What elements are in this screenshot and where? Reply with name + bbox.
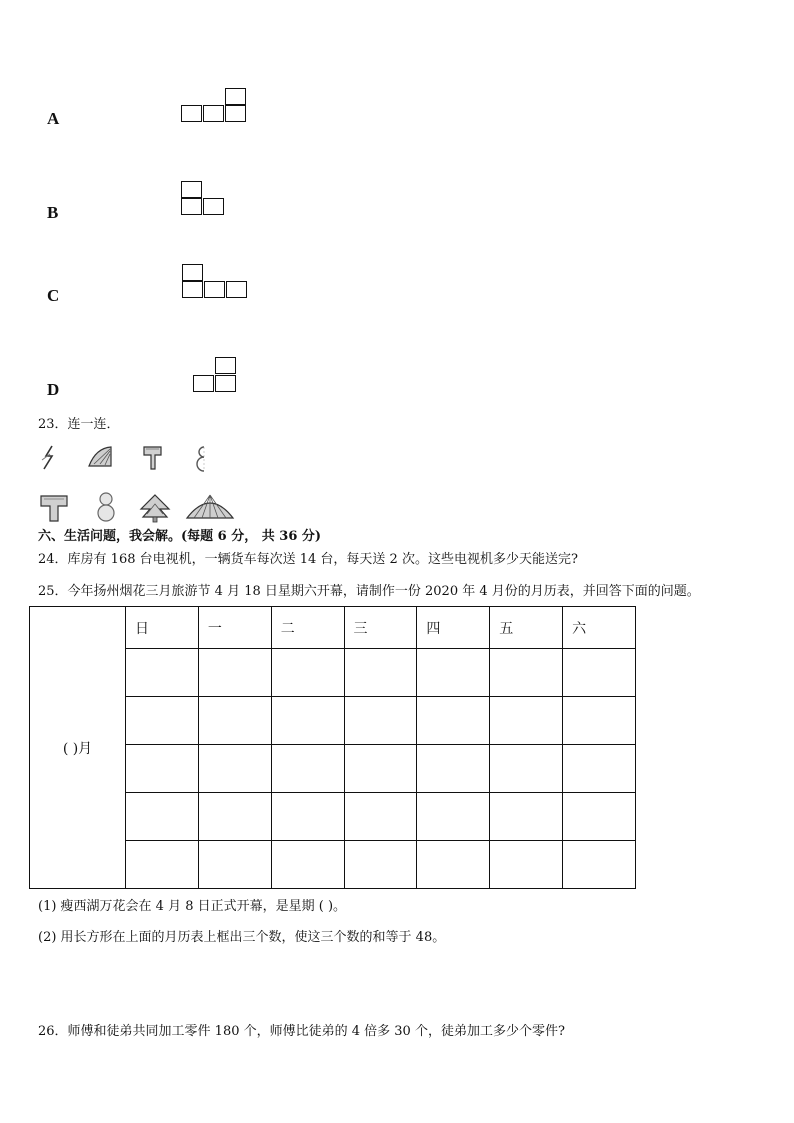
weekday-header: 六 bbox=[563, 607, 636, 649]
half-mushroom-picture bbox=[141, 444, 165, 472]
calendar-cell[interactable] bbox=[417, 841, 490, 889]
calendar-cell[interactable] bbox=[271, 697, 344, 745]
calendar-cell[interactable] bbox=[271, 745, 344, 793]
section-six-title: 六、生活问题，我会解。(每题 6 分， 共 36 分) bbox=[38, 529, 322, 544]
calendar-cell[interactable] bbox=[344, 649, 417, 697]
whole-snowman-picture bbox=[94, 490, 118, 524]
calendar-cell[interactable] bbox=[344, 697, 417, 745]
weekday-header: 三 bbox=[344, 607, 417, 649]
option-b-label: B bbox=[47, 203, 59, 222]
calendar-cell[interactable] bbox=[126, 841, 199, 889]
calendar-cell[interactable] bbox=[198, 649, 271, 697]
calendar-cell[interactable] bbox=[344, 793, 417, 841]
calendar-cell[interactable] bbox=[198, 697, 271, 745]
weekday-header: 四 bbox=[417, 607, 490, 649]
q24-text: 24．库房有 168 台电视机，一辆货车每次送 14 台，每天送 2 次。这些电视机多少天能送完? bbox=[38, 552, 578, 567]
calendar-cell[interactable] bbox=[344, 841, 417, 889]
calendar-cell[interactable] bbox=[490, 649, 563, 697]
calendar-cell[interactable] bbox=[563, 793, 636, 841]
calendar-cell[interactable] bbox=[490, 697, 563, 745]
calendar-cell[interactable] bbox=[126, 697, 199, 745]
calendar-cell[interactable] bbox=[490, 841, 563, 889]
half-umbrella-picture bbox=[86, 444, 114, 470]
calendar-cell[interactable] bbox=[417, 793, 490, 841]
calendar-cell[interactable] bbox=[271, 793, 344, 841]
calendar-cell[interactable] bbox=[198, 745, 271, 793]
q23-title: 23．连一连． bbox=[38, 417, 120, 432]
q25-text: 25．今年扬州烟花三月旅游节 4 月 18 日星期六开幕，请制作一份 2020 年 4 月份的月历表，并回答下面的问题。 bbox=[38, 584, 700, 599]
q25-sub-question-1: (1) 瘦西湖万花会在 4 月 8 日正式开幕，是星期 ( )。 bbox=[38, 899, 347, 914]
calendar-cell[interactable] bbox=[417, 649, 490, 697]
april-calendar-table bbox=[29, 606, 636, 889]
calendar-cell[interactable] bbox=[563, 697, 636, 745]
half-lightning-picture bbox=[38, 444, 62, 472]
whole-umbrella-picture bbox=[184, 492, 236, 522]
calendar-cell[interactable] bbox=[563, 649, 636, 697]
calendar-cell[interactable] bbox=[271, 841, 344, 889]
calendar-cell[interactable] bbox=[490, 793, 563, 841]
weekday-header: 一 bbox=[198, 607, 271, 649]
weekday-header: 二 bbox=[271, 607, 344, 649]
calendar-cell[interactable] bbox=[198, 841, 271, 889]
half-snowman-picture bbox=[194, 444, 212, 474]
calendar-cell[interactable] bbox=[198, 793, 271, 841]
whole-tree-picture bbox=[138, 492, 172, 524]
weekday-header: 五 bbox=[490, 607, 563, 649]
whole-mushroom-picture bbox=[38, 492, 70, 524]
calendar-cell[interactable] bbox=[344, 745, 417, 793]
calendar-cell[interactable] bbox=[417, 745, 490, 793]
calendar-cell[interactable] bbox=[417, 697, 490, 745]
calendar-cell[interactable] bbox=[563, 745, 636, 793]
weekday-header: 日 bbox=[126, 607, 199, 649]
calendar-cell[interactable] bbox=[271, 649, 344, 697]
calendar-cell[interactable] bbox=[126, 649, 199, 697]
calendar-cell[interactable] bbox=[126, 745, 199, 793]
calendar-cell[interactable] bbox=[490, 745, 563, 793]
q26-text: 26．师傅和徒弟共同加工零件 180 个，师傅比徒弟的 4 倍多 30 个，徒弟加工多少个零件? bbox=[38, 1024, 565, 1039]
option-a-label: A bbox=[47, 109, 60, 128]
calendar-cell[interactable] bbox=[563, 841, 636, 889]
q25-sub-question-2: (2) 用长方形在上面的月历表上框出三个数，使这三个数的和等于 48。 bbox=[38, 930, 446, 945]
calendar-cell[interactable] bbox=[126, 793, 199, 841]
option-c-label: C bbox=[47, 286, 60, 305]
option-d-label: D bbox=[47, 380, 60, 399]
month-label: ( )月 bbox=[30, 607, 126, 889]
